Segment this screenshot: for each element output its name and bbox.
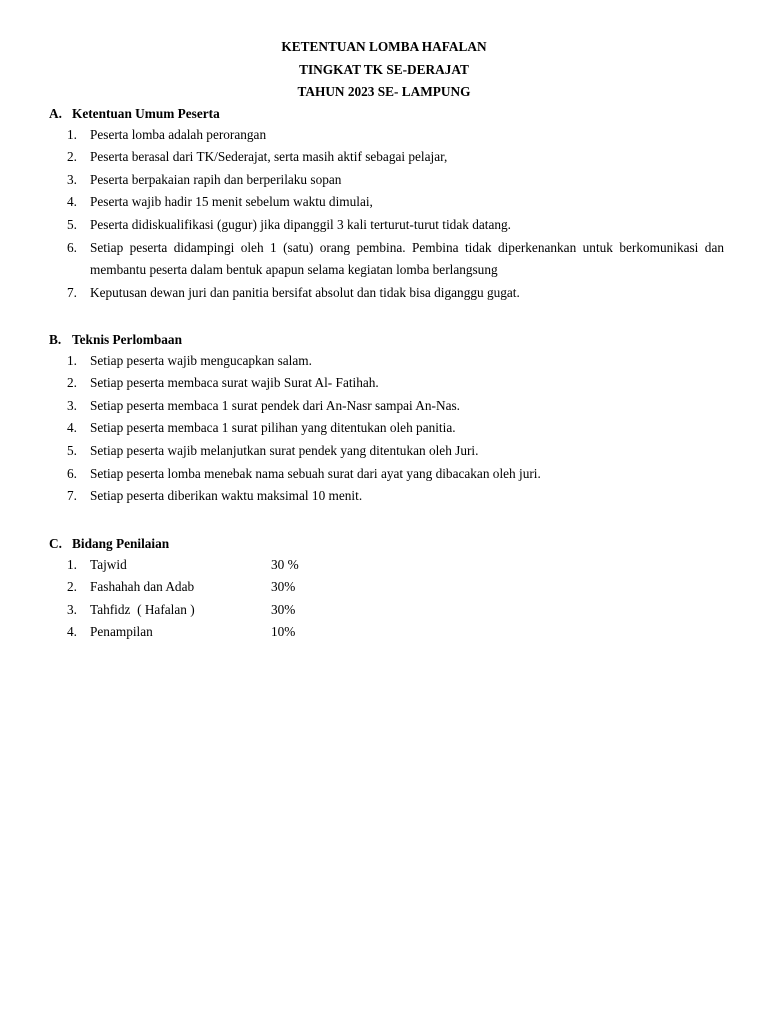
list-item <box>49 191 724 214</box>
item-number: 4. <box>67 194 77 210</box>
item-number: 3. <box>67 397 77 413</box>
section-letter: A. <box>49 106 62 121</box>
item-text: Setiap peserta wajib mengucapkan salam. <box>90 352 312 368</box>
score-row <box>49 621 724 644</box>
item-number: 4. <box>67 624 77 640</box>
item-text: Keputusan dewan juri dan panitia bersifat absolut dan tidak bisa diganggu gugat. <box>90 284 520 300</box>
item-text: Setiap peserta diberikan waktu maksimal 10 menit. <box>90 488 363 504</box>
item-number: 1. <box>67 126 77 142</box>
criterion-name: Fashahah dan Adab <box>90 579 195 595</box>
item-text: Peserta berasal dari TK/Sederajat, serta masih aktif sebagai pelajar, <box>90 149 448 165</box>
list-item <box>49 372 724 395</box>
item-text: Setiap peserta membaca 1 surat pendek dari An-Nasr sampai An-Nas. <box>90 397 460 413</box>
criterion-name: Tahfidz ( Hafalan ) <box>90 601 195 617</box>
section-letter: B. <box>49 332 62 347</box>
item-text: Setiap peserta wajib melanjutkan surat pendek yang ditentukan oleh Juri. <box>90 442 479 458</box>
item-text: Peserta berpakaian rapih dan berperilaku sopan <box>90 171 342 187</box>
list-item <box>49 485 724 508</box>
section-ketentuan-umum <box>49 105 724 304</box>
list-item <box>49 169 724 192</box>
score-row <box>49 554 724 577</box>
criterion-name: Penampilan <box>90 624 153 640</box>
item-number: 6. <box>67 239 77 255</box>
list-item <box>49 417 724 440</box>
item-number: 4. <box>67 420 77 436</box>
list-item <box>49 395 724 418</box>
list-item <box>49 214 724 237</box>
score-row <box>49 576 724 599</box>
section-teknis-perlombaan <box>49 331 724 508</box>
criterion-weight: 30 % <box>271 556 299 572</box>
item-number: 2. <box>67 579 77 595</box>
title-line-2: TINGKAT TK SE-DERAJAT <box>299 61 469 77</box>
criterion-weight: 30% <box>271 601 296 617</box>
item-number: 1. <box>67 556 77 572</box>
item-number: 2. <box>67 149 77 165</box>
item-number: 5. <box>67 442 77 458</box>
section-title: Bidang Penilaian <box>72 536 170 551</box>
item-number: 6. <box>67 465 77 481</box>
item-number: 5. <box>67 216 77 232</box>
item-number: 1. <box>67 352 77 368</box>
item-number: 3. <box>67 601 77 617</box>
criterion-weight: 10% <box>271 624 296 640</box>
title-line-1: KETENTUAN LOMBA HAFALAN <box>281 39 487 54</box>
item-number: 7. <box>67 284 77 300</box>
criterion-weight: 30% <box>271 579 296 595</box>
section-title: Ketentuan Umum Peserta <box>72 106 220 121</box>
item-text: Peserta lomba adalah perorangan <box>90 126 267 142</box>
list-item <box>49 124 724 147</box>
list-item <box>49 237 724 282</box>
score-row <box>49 599 724 622</box>
item-text: Peserta didiskualifikasi (gugur) jika dipanggil 3 kali terturut-turut tidak datang. <box>90 216 511 232</box>
item-text: Peserta wajib hadir 15 menit sebelum waktu dimulai, <box>90 194 373 210</box>
item-text: Setiap peserta lomba menebak nama sebuah surat dari ayat yang dibacakan oleh juri. <box>90 465 541 481</box>
item-number: 2. <box>67 375 77 391</box>
criterion-name: Tajwid <box>90 556 127 572</box>
list-item <box>49 350 724 373</box>
section-title: Teknis Perlombaan <box>72 332 182 347</box>
list-item <box>49 146 724 169</box>
list-item <box>49 463 724 486</box>
document-title <box>0 38 768 106</box>
section-bidang-penilaian <box>49 535 724 644</box>
item-number: 3. <box>67 171 77 187</box>
item-text: Setiap peserta membaca 1 surat pilihan yang ditentukan oleh panitia. <box>90 420 456 436</box>
list-item <box>49 440 724 463</box>
title-line-3: TAHUN 2023 SE- LAMPUNG <box>297 84 471 99</box>
item-number: 7. <box>67 488 77 504</box>
section-letter: C. <box>49 536 62 551</box>
item-text: Setiap peserta didampingi oleh 1 (satu) orang pembina. Pembina tidak diperkenankan untuk berkomunikasi dan membantu peserta dalam bentuk apapun selama kegiatan lomba berlangsung <box>90 239 724 278</box>
list-item <box>49 282 724 305</box>
item-text: Setiap peserta membaca surat wajib Surat Al- Fatihah. <box>90 375 379 391</box>
